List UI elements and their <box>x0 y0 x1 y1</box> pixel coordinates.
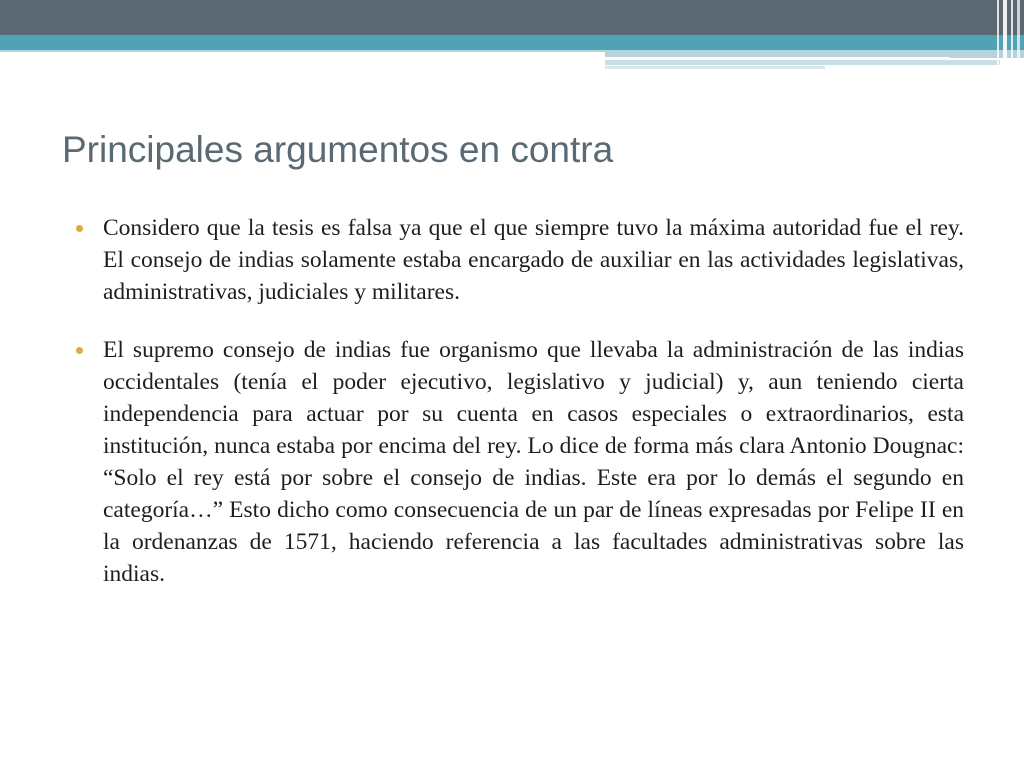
bullet-dot-icon <box>76 347 83 354</box>
bullet-list <box>76 212 964 616</box>
header-band-right-middle <box>605 60 1000 65</box>
header-band-teal <box>0 35 1024 50</box>
edge-stripe <box>997 0 999 68</box>
header-band-lower-line <box>0 50 605 52</box>
slide-title: Principales argumentos en contra <box>62 129 614 170</box>
header-band-dark <box>0 0 1024 35</box>
edge-stripe <box>1011 0 1013 68</box>
bullet-item <box>76 212 964 308</box>
header-edge-stripes <box>994 0 1024 68</box>
edge-stripe <box>1017 0 1020 68</box>
header-band-right-lower <box>605 66 825 69</box>
bullet-text: El supremo consejo de indias fue organismo que llevaba la administración de las indias occidentales (tenía el poder ejecutivo, legislativo y judicial) y, aun teniendo cierta independencia para actuar por su cuenta en casos especiales o extraordinarios, esta institución, nunca estaba por encima del rey. Lo dice de forma más clara Antonio Dougnac: “Solo el rey está por sobre el consejo de indias. Este era por lo demás el segundo en categoría…” Esto dicho como consecuencia de un par de líneas expresadas por Felipe II en la ordenanzas de 1571, haciendo referencia a las facultades administrativas sobre las indias. <box>103 337 964 587</box>
edge-stripe <box>1003 0 1007 68</box>
bullet-text: Considero que la tesis es falsa ya que el que siempre tuvo la máxima autoridad fue el rey. El consejo de indias solamente estaba encargado de auxiliar en las actividades legislativas, administrativas, judiciales y militares. <box>103 215 964 305</box>
header-band-white-line <box>605 57 950 59</box>
bullet-item <box>76 334 964 590</box>
bullet-dot-icon <box>76 225 83 232</box>
